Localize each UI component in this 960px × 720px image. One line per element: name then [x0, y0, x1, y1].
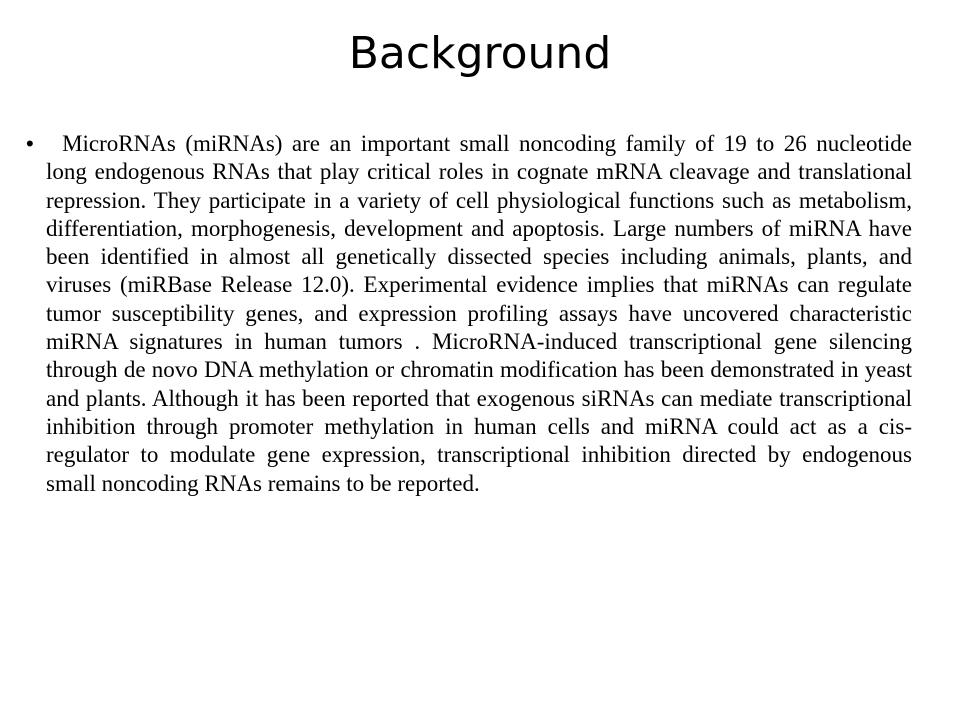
bullet-item [26, 130, 912, 498]
bullet-marker: • [26, 131, 34, 156]
bullet-paragraph: MicroRNAs (miRNAs) are an important small noncoding family of 19 to 26 nucleotide long endogenous RNAs that play critical roles in cognate mRNA cleavage and translational repression. They participate in a variety of cell physiological functions such as metabolism, differentiation, morphogenesis, development and apoptosis. Large numbers of miRNA have been identified in almost all genetically dissected species including animals, plants, and viruses (miRBase Release 12.0). Experimental evidence implies that miRNAs can regulate tumor susceptibility genes, and expression profiling assays have uncovered characteristic miRNA signatures in human tumors . MicroRNA-induced transcriptional gene silencing through de novo DNA methylation or chromatin modification has been demonstrated in yeast and plants. Although it has been reported that exogenous siRNAs can mediate transcriptional inhibition through promoter methylation in human cells and miRNA could act as a cis-regulator to modulate gene expression, transcriptional inhibition directed by endogenous small noncoding RNAs remains to be reported. [46, 131, 912, 496]
slide-title: Background [348, 28, 612, 79]
